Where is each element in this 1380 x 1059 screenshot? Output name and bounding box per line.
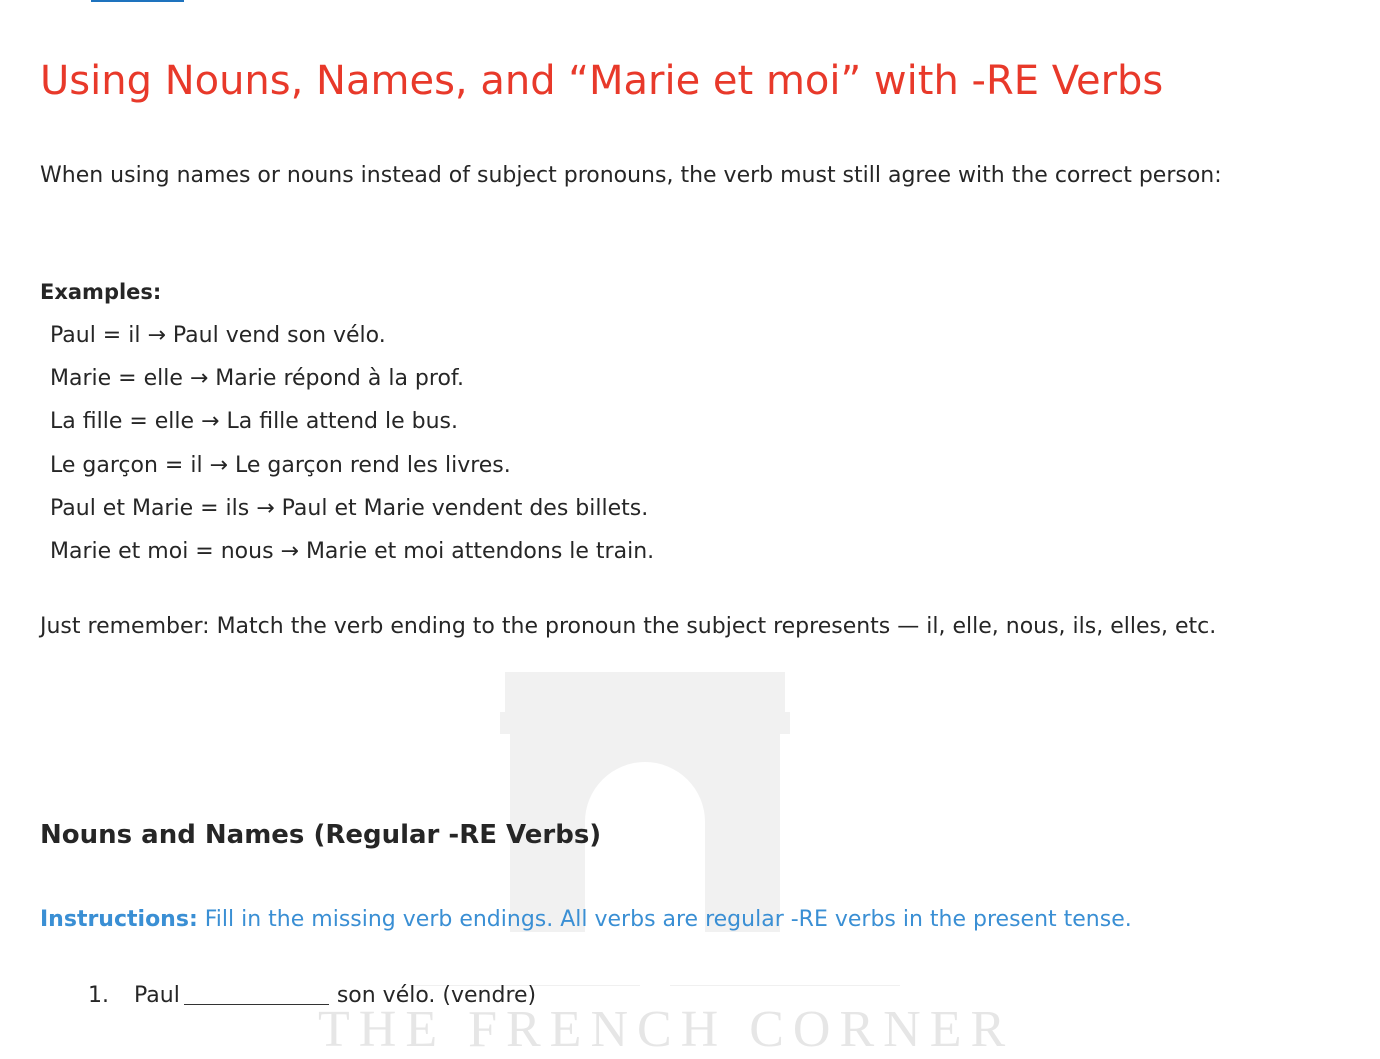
example-item: Marie et moi = nous → Marie et moi attendons le train. bbox=[50, 538, 655, 564]
intro-paragraph: When using names or nouns instead of subject pronouns, the verb must still agree with the correct person: bbox=[40, 163, 1222, 188]
example-item: La fille = elle → La fille attend le bus. bbox=[50, 409, 458, 435]
instructions-text: Fill in the missing verb endings. All verbs are regular -RE verbs in the present tense. bbox=[204, 907, 1132, 932]
example-item: Le garçon = il → Le garçon rend les livres. bbox=[50, 452, 511, 478]
reminder-paragraph: Just remember: Match the verb ending to the pronoun the subject represents — il, elle, nous, ils, elles, etc. bbox=[40, 614, 1217, 639]
exercise-subject: Paul bbox=[134, 983, 180, 1008]
watermark-text: THE FRENCH CORNER bbox=[318, 1001, 1015, 1058]
instructions-label: Instructions: bbox=[40, 907, 198, 932]
watermark-rule-right bbox=[670, 985, 900, 986]
top-accent-bar bbox=[91, 0, 184, 2]
answer-blank[interactable] bbox=[184, 982, 329, 1005]
example-item: Paul = il → Paul vend son vélo. bbox=[50, 323, 386, 348]
exercise-rest: son vélo. (vendre) bbox=[336, 983, 537, 1008]
example-item: Marie = elle → Marie répond à la prof. bbox=[50, 366, 465, 392]
arc-de-triomphe-watermark bbox=[500, 672, 790, 932]
exercise-number: 1. bbox=[88, 983, 109, 1008]
example-item: Paul et Marie = ils → Paul et Marie vendent des billets. bbox=[50, 495, 649, 521]
examples-label: Examples: bbox=[40, 280, 162, 304]
section-title: Nouns and Names (Regular -RE Verbs) bbox=[40, 820, 602, 850]
exercise-item bbox=[88, 974, 536, 1018]
examples-list bbox=[50, 314, 654, 573]
instructions bbox=[40, 898, 1132, 942]
page-title: Using Nouns, Names, and “Marie et moi” with -RE Verbs bbox=[40, 58, 1164, 104]
